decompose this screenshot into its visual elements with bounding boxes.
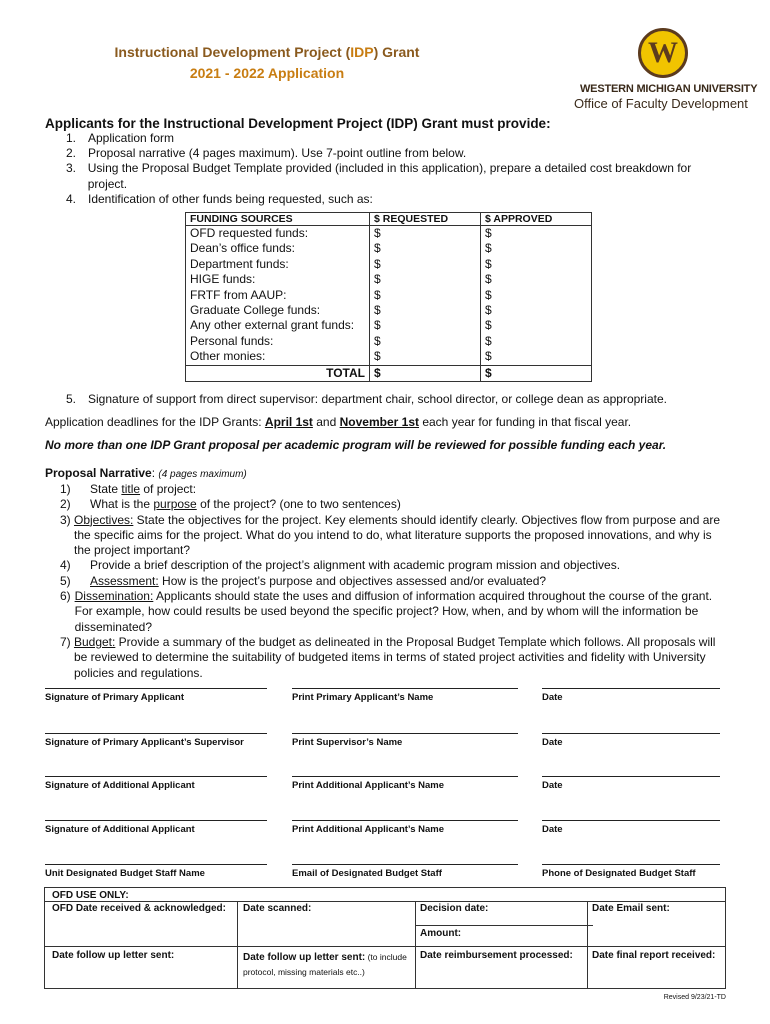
funding-header: $ APPROVED bbox=[481, 213, 592, 226]
signature-line[interactable]: Print Supervisor’s Name bbox=[292, 733, 518, 748]
signature-line[interactable]: Email of Designated Budget Staff bbox=[292, 864, 518, 879]
approved-amount-field: $ bbox=[485, 241, 492, 256]
signature-line[interactable]: Unit Designated Budget Staff Name bbox=[45, 864, 267, 879]
signature-line[interactable]: Signature of Additional Applicant bbox=[45, 820, 267, 835]
funding-header: $ REQUESTED bbox=[370, 213, 481, 226]
signature-line[interactable]: Signature of Primary Applicant bbox=[45, 688, 267, 703]
page-subtitle: 2021 - 2022 Application bbox=[189, 65, 345, 81]
approved-amount-field: $ bbox=[485, 333, 492, 348]
narrative-item: 4) Provide a brief description of the project’s alignment with academic program mission and objectives. bbox=[60, 558, 621, 573]
ofd-title: OFD USE ONLY: bbox=[52, 890, 129, 901]
requested-amount-field[interactable]: $ bbox=[374, 318, 381, 333]
signature-line[interactable]: Date bbox=[542, 820, 720, 835]
ofd-final-report-label: Date final report received: bbox=[592, 950, 716, 961]
funding-source-label: Department funds: bbox=[190, 256, 289, 271]
narrative-item: 1) State title of project: bbox=[60, 482, 197, 496]
approved-column bbox=[481, 226, 592, 366]
funding-source-label: Graduate College funds: bbox=[190, 303, 321, 318]
funding-header: FUNDING SOURCES bbox=[186, 213, 370, 226]
approved-amount-field: $ bbox=[485, 287, 492, 302]
requirement-item: 2. Proposal narrative (4 pages maximum). Use 7-point outline from below. bbox=[66, 146, 467, 161]
funding-source-label: Dean’s office funds: bbox=[190, 241, 295, 256]
ofd-reimburse-label: Date reimbursement processed: bbox=[420, 950, 573, 961]
revision-note: Revised 9/23/21-TD bbox=[663, 994, 726, 1001]
narrative-item: 5) Assessment: How is the project’s purpose and objectives assessed and/or evaluated? bbox=[60, 573, 547, 588]
requested-amount-field[interactable]: $ bbox=[374, 272, 381, 287]
approved-amount-field: $ bbox=[485, 226, 492, 240]
signature-line[interactable]: Phone of Designated Budget Staff bbox=[542, 864, 720, 879]
total-requested[interactable]: $ bbox=[370, 365, 481, 381]
ofd-received-label: OFD Date received & acknowledged: bbox=[52, 903, 226, 914]
ofd-use-only-box bbox=[44, 887, 726, 989]
ofd-email-sent-label: Date Email sent: bbox=[592, 903, 670, 914]
signature-line[interactable]: Print Additional Applicant’s Name bbox=[292, 820, 518, 835]
ofd-amount-label: Amount: bbox=[420, 928, 462, 939]
signature-line[interactable]: Print Primary Applicant’s Name bbox=[292, 688, 518, 703]
university-name: WESTERN MICHIGAN UNIVERSITY bbox=[580, 83, 758, 95]
ofd-decision-label: Decision date: bbox=[420, 903, 489, 914]
funding-source-label: OFD requested funds: bbox=[190, 226, 309, 240]
approved-amount-field: $ bbox=[485, 303, 492, 318]
narrative-item: 3) Objectives: State the objectives for the project. Key elements should identify clearly. Objectives flow from purpose and are the specific aims for the project. What do you intend to do, what literature supports the proposed innovations, and why is the project important? bbox=[60, 512, 721, 558]
narrative-item: 7) Budget: Provide a summary of the budget as delineated in the Proposal Budget Template which follows. All proposals will be reviewed to determine the suitability of budgeted items in terms of stated project activities and fidelity with University policies and regulations. bbox=[60, 634, 716, 680]
approved-amount-field: $ bbox=[485, 318, 492, 333]
office-name: Office of Faculty Development bbox=[574, 96, 748, 111]
narrative-item: 6) Dissemination: Applicants should state the uses and diffusion of information acquired throughout the course of the grant. For example, how could results be used beyond the specific project? How, when, and by whom will the information be disseminated? bbox=[60, 589, 713, 634]
requirement-item: 1. Application form bbox=[66, 131, 175, 145]
requested-amount-field[interactable]: $ bbox=[374, 303, 381, 318]
requirements-heading: Applicants for the Instructional Development Project (IDP) Grant must provide: bbox=[45, 116, 551, 131]
funding-source-label: FRTF from AAUP: bbox=[190, 287, 287, 302]
requested-amount-field[interactable]: $ bbox=[374, 333, 381, 348]
ofd-followup-label: Date follow up letter sent: bbox=[52, 950, 175, 961]
deadline-text: Application deadlines for the IDP Grants: April 1st and November 1st each year for funding in that fiscal year. bbox=[45, 415, 632, 429]
total-label: TOTAL bbox=[186, 365, 370, 381]
requested-amount-field[interactable]: $ bbox=[374, 241, 381, 256]
wmu-logo-icon: W bbox=[638, 28, 688, 78]
ofd-scanned-label: Date scanned: bbox=[243, 903, 312, 914]
total-approved: $ bbox=[481, 365, 592, 381]
approved-amount-field: $ bbox=[485, 256, 492, 271]
signature-line[interactable]: Date bbox=[542, 688, 720, 703]
approved-amount-field: $ bbox=[485, 349, 492, 364]
funding-source-labels bbox=[186, 226, 370, 366]
warning-text: No more than one IDP Grant proposal per academic program will be reviewed for possible funding each year. bbox=[45, 438, 667, 452]
signature-line[interactable]: Print Additional Applicant’s Name bbox=[292, 776, 518, 791]
signature-line[interactable]: Date bbox=[542, 776, 720, 791]
requested-amount-field[interactable]: $ bbox=[374, 287, 381, 302]
signature-line[interactable]: Signature of Primary Applicant’s Supervisor bbox=[45, 733, 267, 748]
requested-amount-field[interactable]: $ bbox=[374, 256, 381, 271]
requirements-list bbox=[66, 131, 726, 207]
ofd-followup2-label: Date follow up letter sent: (to include protocol, missing materials etc..) bbox=[243, 952, 407, 977]
requested-column[interactable] bbox=[370, 226, 481, 366]
funding-source-label: Other monies: bbox=[190, 349, 266, 364]
funding-source-label: HIGE funds: bbox=[190, 272, 256, 287]
requirement-item-5: 5. Signature of support from direct supervisor: department chair, school director, or college dean as appropriate. bbox=[66, 392, 667, 406]
page-title: Instructional Development Project (IDP) Grant bbox=[114, 44, 420, 60]
narrative-list bbox=[60, 482, 730, 681]
funding-table bbox=[185, 212, 592, 382]
signature-line[interactable]: Signature of Additional Applicant bbox=[45, 776, 267, 791]
funding-source-label: Personal funds: bbox=[190, 333, 274, 348]
narrative-item: 2) What is the purpose of the project? (one to two sentences) bbox=[60, 497, 401, 512]
narrative-heading: Proposal Narrative: (4 pages maximum) bbox=[45, 466, 247, 480]
requested-amount-field[interactable]: $ bbox=[374, 226, 381, 240]
approved-amount-field: $ bbox=[485, 272, 492, 287]
requirement-item: 3. Using the Proposal Budget Template provided (included in this application), prepare a detailed cost breakdown for project. bbox=[66, 161, 692, 191]
requested-amount-field[interactable]: $ bbox=[374, 349, 381, 364]
funding-source-label: Any other external grant funds: bbox=[190, 318, 355, 333]
signature-line[interactable]: Date bbox=[542, 733, 720, 748]
requirement-item: 4. Identification of other funds being requested, such as: bbox=[66, 191, 373, 206]
